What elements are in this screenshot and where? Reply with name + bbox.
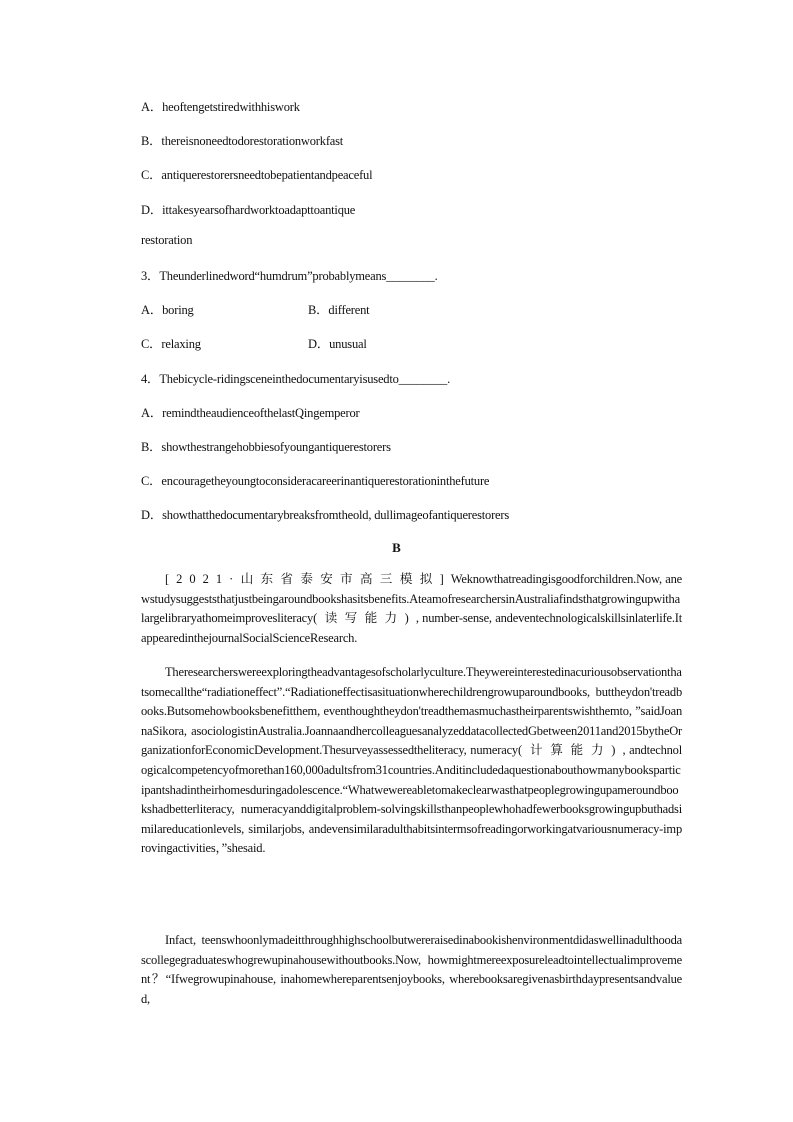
q4-option-c: C．encouragetheyoungtoconsideracareerinantiquerestorationinthefuture xyxy=(141,474,490,488)
q3-option-c: C．relaxing xyxy=(141,337,201,351)
chinese-gloss: (读写能力) xyxy=(313,611,416,626)
passage-text: , number-sense, andeventechnologicalskillsinlaterlife.ItappearedinthejournalSocialScienceResearch. xyxy=(141,611,682,645)
passage-paragraph-3 xyxy=(141,931,682,1009)
q4-stem: 4．Thebicycle-ridingsceneinthedocumentaryisusedto________. xyxy=(141,372,450,386)
passage-text: , andtechnologicalcompetencyofmorethan160,000adultsfrom31countries.Anditincludedaquestionabouthowmanybooksparticipantshadintheirhomesduringadolescence.“Whatwewereabletomakeclearwasthatpeoplegrowingupameroundbookshadbetterliteracy, numeracyanddigitalproblem-solvingskillsthanpeoplewhohadfewerbooksgrowingupbuthadsimilareducationlevels, similarjobs, andevensimilaradulthabitsintermsofreadingorworkingatvariousnumeracy-improvingactivities，”shesaid. xyxy=(141,743,682,856)
q3-option-d: D．unusual xyxy=(308,337,367,351)
passage-text: Weknowthatreadingisgoodforchildren.Now, anewstudysuggeststhatjustbeingaroundbookshasitsbenefits.AteamofresearchersinAustraliafindsthatgrowingupwithalargelibraryathomeimprovesliteracy xyxy=(141,572,682,626)
section-title: B xyxy=(392,540,401,555)
q3-stem: 3．Theunderlinedword“humdrum”probablymeans________. xyxy=(141,269,438,283)
q4-option-b: B．showthestrangehobbiesofyoungantiquerestorers xyxy=(141,440,391,454)
q4-option-a: A．remindtheaudienceofthelastQingemperor xyxy=(141,406,360,420)
q2-option-d: D．ittakesyearsofhardworktoadapttoantique xyxy=(141,203,356,217)
q2-option-b: B．thereisnoneedtodorestorationworkfast xyxy=(141,134,344,148)
passage-paragraph-1 xyxy=(141,570,682,648)
passage-text: Infact, teenswhoonlymadeitthroughhighschoolbutwereraisedinabookishenvironmentdidaswellinadulthoodascollegegraduateswhogrewupinahousewithoutbooks.Now, howmightmereexposureleadtointellectualimprovement？“Ifwegrowupinahouse, inahomewhereparentsenjoybooks, wherebooksaregivenasbirthdaypresentsandvalued, xyxy=(141,933,682,1006)
q2-option-c: C．antiquerestorersneedtobepatientandpeaceful xyxy=(141,168,373,182)
passage-paragraph-2 xyxy=(141,663,682,859)
q3-option-b: B．different xyxy=(308,303,370,317)
q3-option-a: A．boring xyxy=(141,303,194,317)
passage-text: Theresearcherswereexploringtheadvantagesofscholarlyculture.Theywereinterestedinacuriousobservationthatsomecallthe“radiationeffect”.“Radiationeffectisasituationwherechildrengrowuparoundbooks, buttheydon'treadbooks.Butsomehowbooksbenefitthem, eventhoughtheydon'treadthemasmuchastheirparentswishthemto, ”saidJoannaSikora, asociologistinAustralia.JoannaandhercolleaguesanalyzeddatacollectedGbetween2011and2015bytheOrganizationforEconomicDevelopment.Thesurveyassessedtheliteracy, numeracy xyxy=(141,665,682,758)
q4-option-d: D．showthatthedocumentarybreaksfromtheold, dullimageofantiquerestorers xyxy=(141,508,510,522)
passage-source-tag: [2021·山东省泰安市高三模拟] xyxy=(165,572,451,586)
chinese-gloss: (计算能力) xyxy=(518,743,623,758)
q2-option-d-continued: restoration xyxy=(141,233,193,247)
q2-option-a: A．heoftengetstiredwithhiswork xyxy=(141,100,300,114)
